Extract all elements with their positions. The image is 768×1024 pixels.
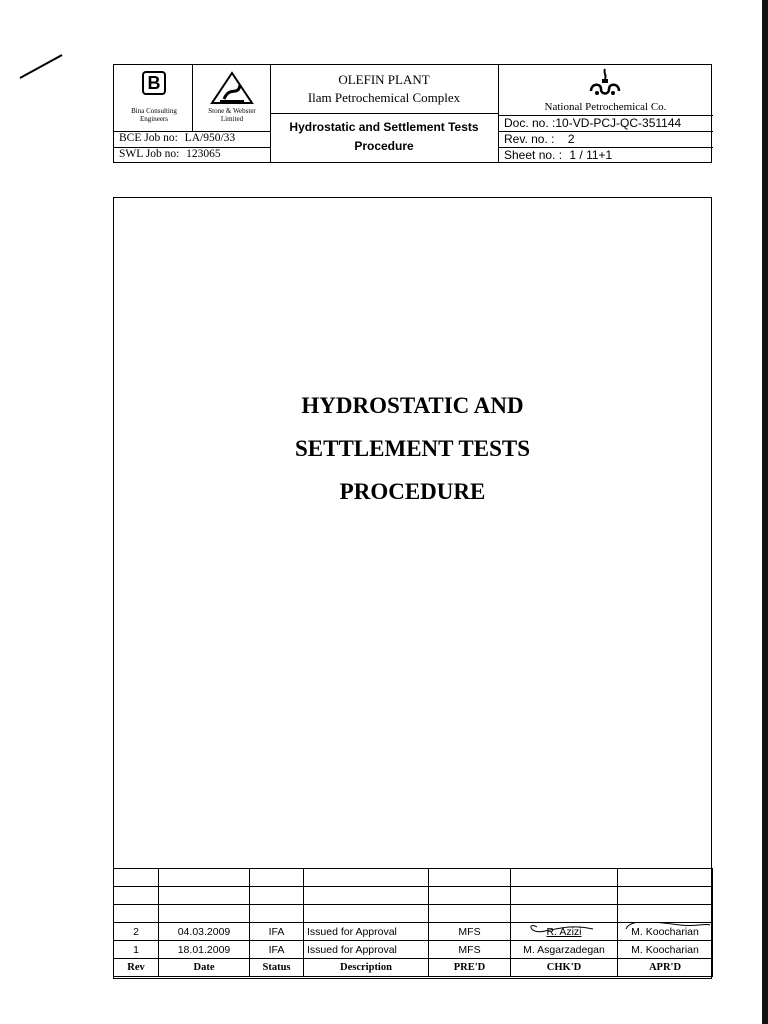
pen-mark <box>18 52 66 82</box>
plant-name: OLEFIN PLANT <box>338 72 430 87</box>
bce-job-row <box>119 132 235 144</box>
sheet-no-value: 1 / 11+1 <box>569 148 613 162</box>
checked-name: R. Azizi <box>546 925 582 938</box>
col-header-prepared: PRE'D <box>429 959 511 977</box>
date-cell: 18.01.2009 <box>159 941 250 959</box>
doc-no-row <box>504 116 681 130</box>
approved-name: M. Koocharian <box>631 925 699 938</box>
bina-caption-line1: Bina Consulting <box>131 107 177 115</box>
table-row-empty <box>114 869 713 887</box>
doc-no-value: 10-VD-PCJ-QC-351144 <box>555 116 682 130</box>
col-header-description: Description <box>304 959 429 977</box>
checked-cell <box>511 923 618 941</box>
description-cell: Issued for Approval <box>304 923 429 941</box>
main-title-line1: HYDROSTATIC AND <box>301 393 524 418</box>
doc-title-line1: Hydrostatic and Settlement Tests <box>289 120 479 134</box>
description-cell: Issued for Approval <box>304 941 429 959</box>
rev-no-label: Rev. no. : <box>504 132 555 146</box>
revision-table <box>113 868 713 977</box>
signature-mark <box>525 923 595 940</box>
table-row <box>114 923 713 941</box>
rev-no-value: 2 <box>567 132 575 146</box>
complex-name: Ilam Petrochemical Complex <box>307 90 461 105</box>
title-block <box>113 64 712 163</box>
table-row-empty <box>114 905 713 923</box>
col-header-rev: Rev <box>114 959 159 977</box>
stone-webster-caption <box>194 107 270 123</box>
sheet-no-label: Sheet no. : <box>504 148 563 162</box>
swl-job-value: 123065 <box>186 148 221 160</box>
rev-cell: 2 <box>114 923 159 941</box>
bina-caption <box>116 107 192 123</box>
stone-webster-caption-line2: Limited <box>220 115 244 123</box>
col-header-approved: APR'D <box>618 959 713 977</box>
stone-webster-caption-line1: Stone & Webster <box>208 107 256 115</box>
bce-job-value: LA/950/33 <box>184 132 236 144</box>
main-title-line2: SETTLEMENT TESTS <box>294 436 531 461</box>
sheet-no-row <box>504 148 612 162</box>
table-row-empty <box>114 887 713 905</box>
swl-job-row <box>119 148 221 160</box>
approved-cell: M. Koocharian <box>618 941 713 959</box>
doc-no-label: Doc. no. : <box>504 116 556 130</box>
doc-title-line2: Procedure <box>354 139 414 153</box>
date-cell: 04.03.2009 <box>159 923 250 941</box>
prepared-cell: MFS <box>429 923 511 941</box>
col-header-date: Date <box>159 959 250 977</box>
bina-logo-letter: B <box>147 73 161 93</box>
swl-job-label: SWL Job no: <box>119 148 180 160</box>
main-title-line3: PROCEDURE <box>339 479 486 504</box>
col-header-status: Status <box>250 959 304 977</box>
stone-webster-logo <box>210 71 254 105</box>
rev-no-row <box>504 132 575 146</box>
bina-caption-line2: Engineers <box>140 115 168 123</box>
company-name: National Petrochemical Co. <box>544 101 667 113</box>
table-row <box>114 941 713 959</box>
status-cell: IFA <box>250 941 304 959</box>
bina-logo <box>142 71 166 95</box>
prepared-cell: MFS <box>429 941 511 959</box>
scan-edge <box>762 0 768 1024</box>
checked-cell: M. Asgarzadegan <box>511 941 618 959</box>
main-frame <box>113 197 712 979</box>
npc-logo <box>587 67 623 97</box>
table-header-row <box>114 959 713 977</box>
col-header-checked: CHK'D <box>511 959 618 977</box>
bce-job-label: BCE Job no: <box>119 132 178 144</box>
signature-mark <box>620 923 712 940</box>
status-cell: IFA <box>250 923 304 941</box>
approved-cell <box>618 923 713 941</box>
rev-cell: 1 <box>114 941 159 959</box>
